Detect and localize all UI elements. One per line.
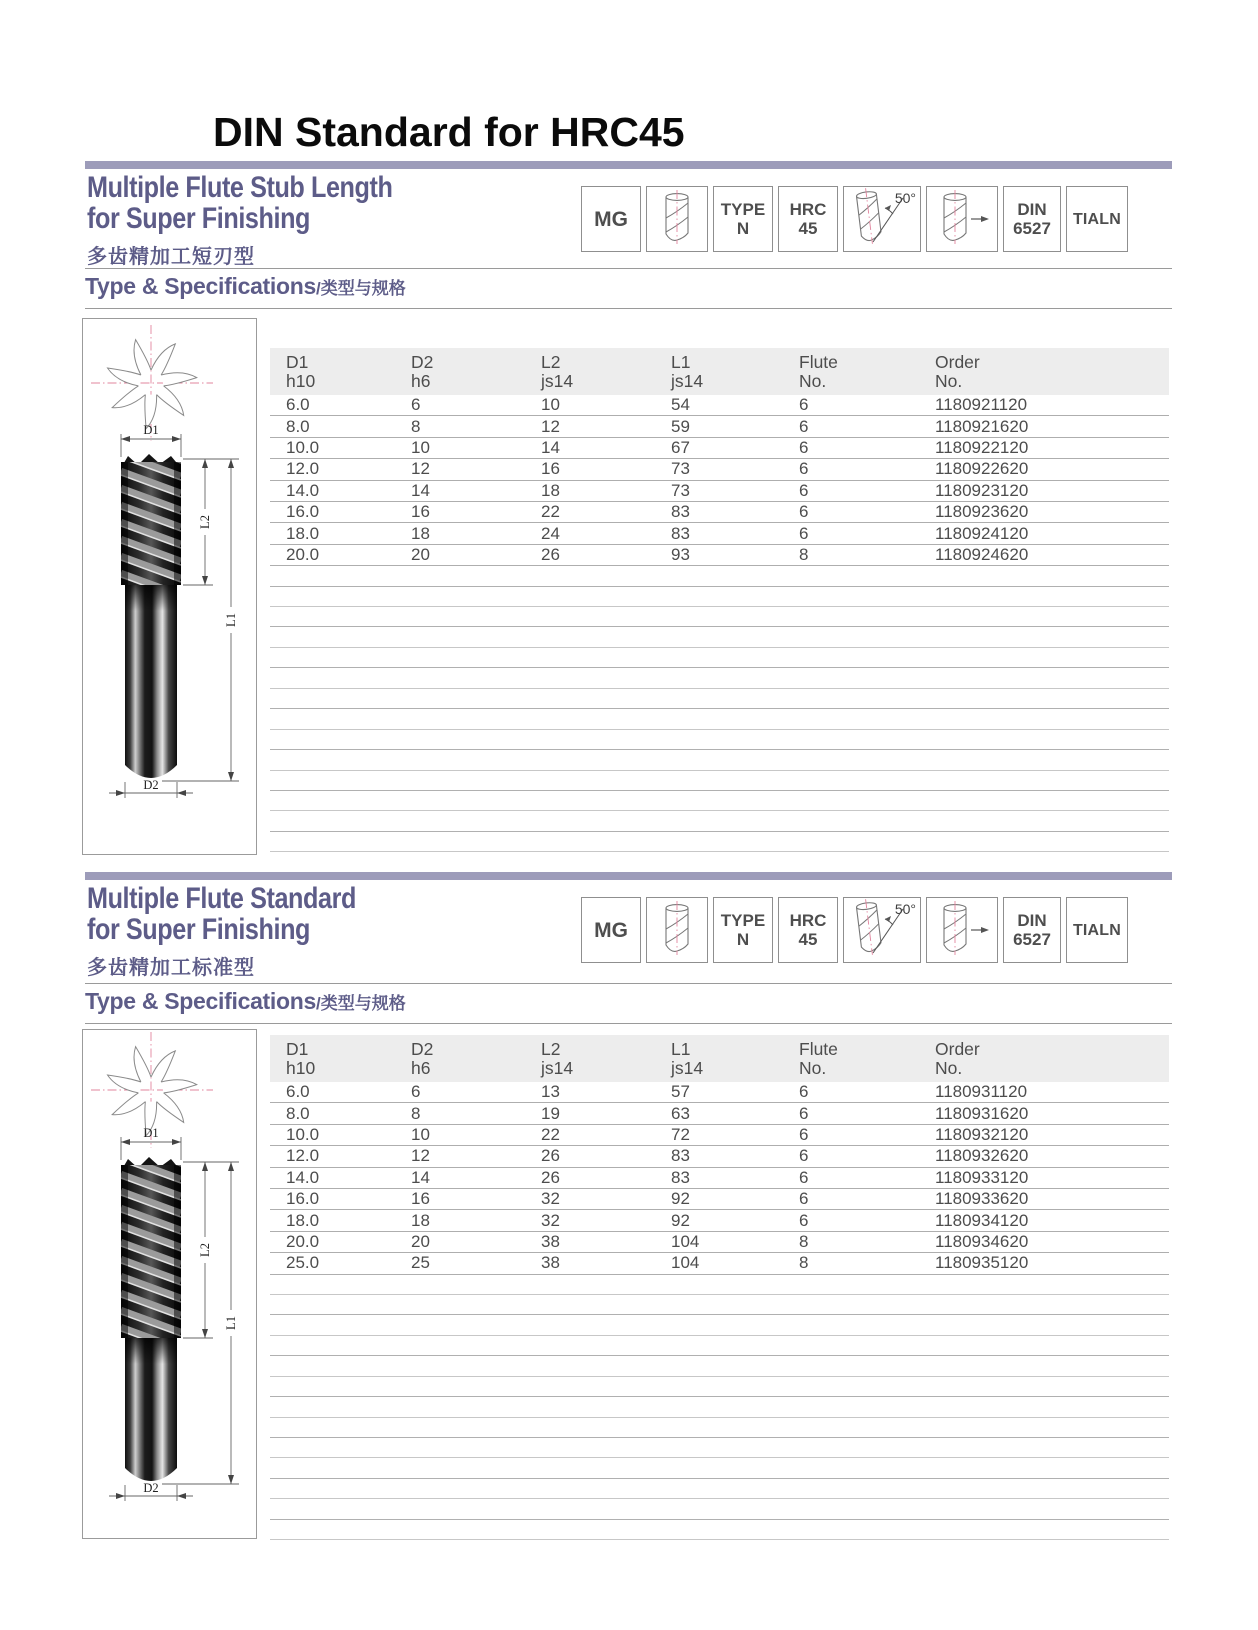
table-empty-row [270, 1356, 1169, 1376]
column-header: D1 h10 [286, 1039, 316, 1078]
table-cell: 12 [411, 459, 430, 479]
table-cell: 10 [411, 437, 430, 457]
din-standard-badge [1003, 186, 1061, 252]
table-cell: 6 [411, 395, 421, 415]
table-row [270, 395, 1169, 416]
table-empty-row [270, 566, 1169, 586]
column-header: D2 h6 [411, 352, 434, 391]
table-cell: 10 [541, 395, 560, 415]
din-badge-line2: 6527 [1013, 219, 1051, 238]
table-cell: 6 [799, 1082, 809, 1102]
hardness-badge [778, 897, 838, 963]
grade-badge [581, 897, 641, 963]
table-cell: 20.0 [286, 544, 320, 564]
helix-angle-value: 50° [894, 190, 916, 206]
table-cell: 20 [411, 544, 430, 564]
center-cut-icon [929, 899, 995, 962]
type-badge-line1: TYPE [720, 200, 766, 219]
section-divider-bar [85, 872, 1172, 880]
table-cell: 1180933620 [935, 1189, 1029, 1209]
table-empty-row [270, 832, 1169, 852]
table-cell: 26 [541, 544, 560, 564]
table-cell: 83 [671, 502, 690, 522]
section-stub-length [85, 161, 1172, 872]
dim-label-l1: L1 [224, 613, 238, 627]
table-cell: 10.0 [286, 1124, 320, 1144]
tool-diagram [82, 318, 257, 855]
table-cell: 24 [541, 523, 560, 543]
table-empty-row [270, 1295, 1169, 1315]
table-empty-row [270, 750, 1169, 770]
table-cell: 14.0 [286, 480, 320, 500]
table-row [270, 1253, 1169, 1274]
din-badge-line1: DIN [1017, 200, 1047, 219]
table-cell: 18 [411, 523, 430, 543]
table-cell: 6.0 [286, 1082, 310, 1102]
column-header: Order No. [935, 352, 980, 391]
table-empty-row [270, 1418, 1169, 1438]
grade-badge-label: MG [594, 207, 628, 231]
tool-diagram [82, 1029, 257, 1539]
type-badge-line2: N [736, 219, 750, 238]
coating-badge-label: TIALN [1072, 210, 1122, 228]
table-cell: 59 [671, 416, 690, 436]
dim-label-l2: L2 [198, 1243, 212, 1257]
coating-badge [1066, 897, 1128, 963]
section-title-block [87, 172, 451, 269]
din-badge-line1: DIN [1017, 911, 1047, 930]
table-row [270, 1103, 1169, 1124]
table-cell: 12.0 [286, 459, 320, 479]
table-cell: 16.0 [286, 1189, 320, 1209]
table-empty-row [270, 709, 1169, 729]
table-empty-row [270, 668, 1169, 688]
hardness-badge-line1: HRC [789, 911, 827, 930]
table-empty-row [270, 730, 1169, 750]
table-row [270, 1168, 1169, 1189]
table-cell: 22 [541, 502, 560, 522]
page-title: DIN Standard for HRC45 [213, 109, 685, 156]
column-header: D1 h10 [286, 352, 316, 391]
table-cell: 1180921620 [935, 416, 1029, 436]
table-cell: 1180924620 [935, 544, 1029, 564]
table-empty-row [270, 1397, 1169, 1417]
table-cell: 83 [671, 523, 690, 543]
table-cell: 8 [411, 1103, 421, 1123]
table-row [270, 1125, 1169, 1146]
section-divider-bar [85, 161, 1172, 169]
table-cell: 16.0 [286, 502, 320, 522]
column-header: L1 js14 [671, 352, 704, 391]
section-title-block [87, 883, 407, 980]
badge-row [581, 186, 1128, 252]
table-cell: 38 [541, 1231, 560, 1251]
table-cell: 16 [411, 1189, 430, 1209]
table-cell: 32 [541, 1210, 560, 1230]
table-cell: 14 [411, 480, 430, 500]
table-cell: 13 [541, 1082, 560, 1102]
table-row [270, 502, 1169, 523]
table-empty-row [270, 1458, 1169, 1478]
table-row [270, 416, 1169, 437]
table-cell: 1180934620 [935, 1231, 1029, 1251]
dim-label-d2: D2 [143, 1481, 159, 1495]
table-cell: 1180921120 [935, 395, 1028, 415]
grade-badge-label: MG [594, 918, 628, 942]
table-cell: 1180931120 [935, 1082, 1028, 1102]
type-badge [713, 897, 773, 963]
hardness-badge-line2: 45 [798, 219, 818, 238]
coating-badge [1066, 186, 1128, 252]
spec-heading-zh: /类型与规格 [316, 994, 406, 1013]
table-empty-row [270, 627, 1169, 647]
spec-heading-en: Type & Specifications [85, 273, 317, 299]
table-cell: 92 [671, 1189, 690, 1209]
din-badge-line2: 6527 [1013, 930, 1051, 949]
table-cell: 83 [671, 1167, 690, 1187]
column-header: D2 h6 [411, 1039, 434, 1078]
table-empty-row [270, 1377, 1169, 1397]
table-cell: 63 [671, 1103, 690, 1123]
column-header: L2 js14 [541, 352, 574, 391]
badge-row [581, 897, 1128, 963]
table-row [270, 1189, 1169, 1210]
table-cell: 18 [411, 1210, 430, 1230]
table-cell: 8 [799, 1231, 809, 1251]
table-cell: 8 [799, 544, 809, 564]
table-cell: 38 [541, 1253, 560, 1273]
table-cell: 1180924120 [935, 523, 1029, 543]
dim-label-d2: D2 [143, 778, 159, 792]
table-cell: 6 [799, 1124, 809, 1144]
center-cut-badge [926, 186, 998, 252]
table-cell: 19 [541, 1103, 560, 1123]
table-cell: 6.0 [286, 395, 310, 415]
table-cell: 6 [799, 1167, 809, 1187]
table-empty-row [270, 771, 1169, 791]
table-cell: 92 [671, 1210, 690, 1230]
table-cell: 6 [799, 437, 809, 457]
table-row [270, 481, 1169, 502]
spec-heading-zh: /类型与规格 [316, 279, 406, 298]
section-title-chinese: 多齿精加工标准型 [87, 957, 255, 979]
type-badge-line1: TYPE [720, 911, 766, 930]
table-cell: 22 [541, 1124, 560, 1144]
column-header: L1 js14 [671, 1039, 704, 1078]
table-cell: 6 [799, 480, 809, 500]
table-empty-row [270, 689, 1169, 709]
table-cell: 1180923620 [935, 502, 1029, 522]
table-cell: 57 [671, 1082, 690, 1102]
table-cell: 6 [799, 523, 809, 543]
table-cell: 20 [411, 1231, 430, 1251]
table-cell: 54 [671, 395, 690, 415]
table-cell: 72 [671, 1124, 690, 1144]
table-cell: 16 [541, 459, 560, 479]
table-cell: 1180932120 [935, 1124, 1029, 1144]
table-row [270, 545, 1169, 566]
table-cell: 93 [671, 544, 690, 564]
table-cell: 14.0 [286, 1167, 320, 1187]
spec-heading [85, 268, 1172, 309]
table-cell: 1180922620 [935, 459, 1029, 479]
column-header: Flute No. [799, 352, 838, 391]
table-header-row [270, 348, 1169, 395]
spec-heading-en: Type & Specifications [85, 988, 317, 1014]
spec-heading [85, 983, 1172, 1024]
dim-label-d1: D1 [143, 1126, 159, 1140]
table-cell: 1180923120 [935, 480, 1029, 500]
section-standard-length [85, 872, 1172, 1572]
table-row [270, 523, 1169, 544]
table-cell: 12 [541, 416, 560, 436]
table-cell: 1180931620 [935, 1103, 1029, 1123]
table-header-row [270, 1035, 1169, 1082]
table-cell: 25.0 [286, 1253, 320, 1273]
table-empty-row [270, 811, 1169, 831]
end-mill-icon-badge [646, 186, 708, 252]
table-empty-row [270, 1315, 1169, 1335]
table-cell: 73 [671, 459, 690, 479]
table-cell: 6 [799, 502, 809, 522]
table-cell: 6 [799, 416, 809, 436]
section-title-line2: for Super Finishing [87, 913, 311, 946]
center-cut-badge [926, 897, 998, 963]
table-cell: 25 [411, 1253, 430, 1273]
table-cell: 10.0 [286, 437, 320, 457]
table-cell: 6 [799, 1210, 809, 1230]
table-cell: 104 [671, 1253, 700, 1273]
column-header: Order No. [935, 1039, 980, 1078]
end-mill-icon [658, 900, 696, 961]
table-cell: 1180922120 [935, 437, 1029, 457]
table-empty-row [270, 1479, 1169, 1499]
table-empty-row [270, 1336, 1169, 1356]
table-cell: 6 [799, 459, 809, 479]
hardness-badge [778, 186, 838, 252]
column-header: Flute No. [799, 1039, 838, 1078]
table-cell: 14 [411, 1167, 430, 1187]
table-cell: 18.0 [286, 1210, 320, 1230]
column-header: L2 js14 [541, 1039, 574, 1078]
table-cell: 8 [411, 416, 421, 436]
table-cell: 67 [671, 437, 690, 457]
section-title-line1: Multiple Flute Stub Length [87, 171, 393, 204]
spec-table [270, 1035, 1169, 1540]
table-cell: 83 [671, 1146, 690, 1166]
table-empty-row [270, 607, 1169, 627]
table-cell: 12.0 [286, 1146, 320, 1166]
table-cell: 73 [671, 480, 690, 500]
table-cell: 8.0 [286, 416, 310, 436]
table-row [270, 1232, 1169, 1253]
table-cell: 104 [671, 1231, 700, 1251]
table-empty-row [270, 648, 1169, 668]
coating-badge-label: TIALN [1072, 921, 1122, 939]
table-cell: 12 [411, 1146, 430, 1166]
table-cell: 8 [799, 1253, 809, 1273]
table-row [270, 1082, 1169, 1103]
table-empty-row [270, 1438, 1169, 1458]
table-empty-row [270, 1499, 1169, 1519]
table-empty-row [270, 791, 1169, 811]
section-title-line2: for Super Finishing [87, 202, 311, 235]
table-row [270, 438, 1169, 459]
table-empty-row [270, 1275, 1169, 1295]
table-row [270, 1210, 1169, 1231]
table-cell: 32 [541, 1189, 560, 1209]
din-standard-badge [1003, 897, 1061, 963]
type-badge [713, 186, 773, 252]
table-cell: 1180935120 [935, 1253, 1029, 1273]
dim-label-d1: D1 [143, 423, 159, 437]
hardness-badge-line2: 45 [798, 930, 818, 949]
spec-table [270, 348, 1169, 852]
dim-label-l1: L1 [224, 1316, 238, 1330]
helix-angle-value: 50° [894, 901, 916, 917]
table-cell: 6 [799, 395, 809, 415]
table-cell: 1180933120 [935, 1167, 1029, 1187]
table-cell: 1180932620 [935, 1146, 1029, 1166]
table-cell: 6 [799, 1103, 809, 1123]
end-mill-icon [658, 189, 696, 250]
table-empty-row [270, 1520, 1169, 1540]
helix-angle-badge [843, 186, 921, 252]
table-cell: 6 [411, 1082, 421, 1102]
table-row [270, 1146, 1169, 1167]
table-cell: 26 [541, 1167, 560, 1187]
table-cell: 1180934120 [935, 1210, 1029, 1230]
grade-badge [581, 186, 641, 252]
table-cell: 18 [541, 480, 560, 500]
section-title-line1: Multiple Flute Standard [87, 882, 356, 915]
helix-angle-badge [843, 897, 921, 963]
table-cell: 6 [799, 1146, 809, 1166]
table-cell: 6 [799, 1189, 809, 1209]
table-cell: 14 [541, 437, 560, 457]
table-cell: 26 [541, 1146, 560, 1166]
table-cell: 18.0 [286, 523, 320, 543]
hardness-badge-line1: HRC [789, 200, 827, 219]
table-row [270, 459, 1169, 480]
end-mill-icon-badge [646, 897, 708, 963]
type-badge-line2: N [736, 930, 750, 949]
center-cut-icon [929, 188, 995, 251]
table-cell: 16 [411, 502, 430, 522]
table-cell: 10 [411, 1124, 430, 1144]
section-title-chinese: 多齿精加工短刃型 [87, 246, 255, 268]
table-empty-row [270, 587, 1169, 607]
dim-label-l2: L2 [198, 515, 212, 529]
table-cell: 8.0 [286, 1103, 310, 1123]
table-cell: 20.0 [286, 1231, 320, 1251]
